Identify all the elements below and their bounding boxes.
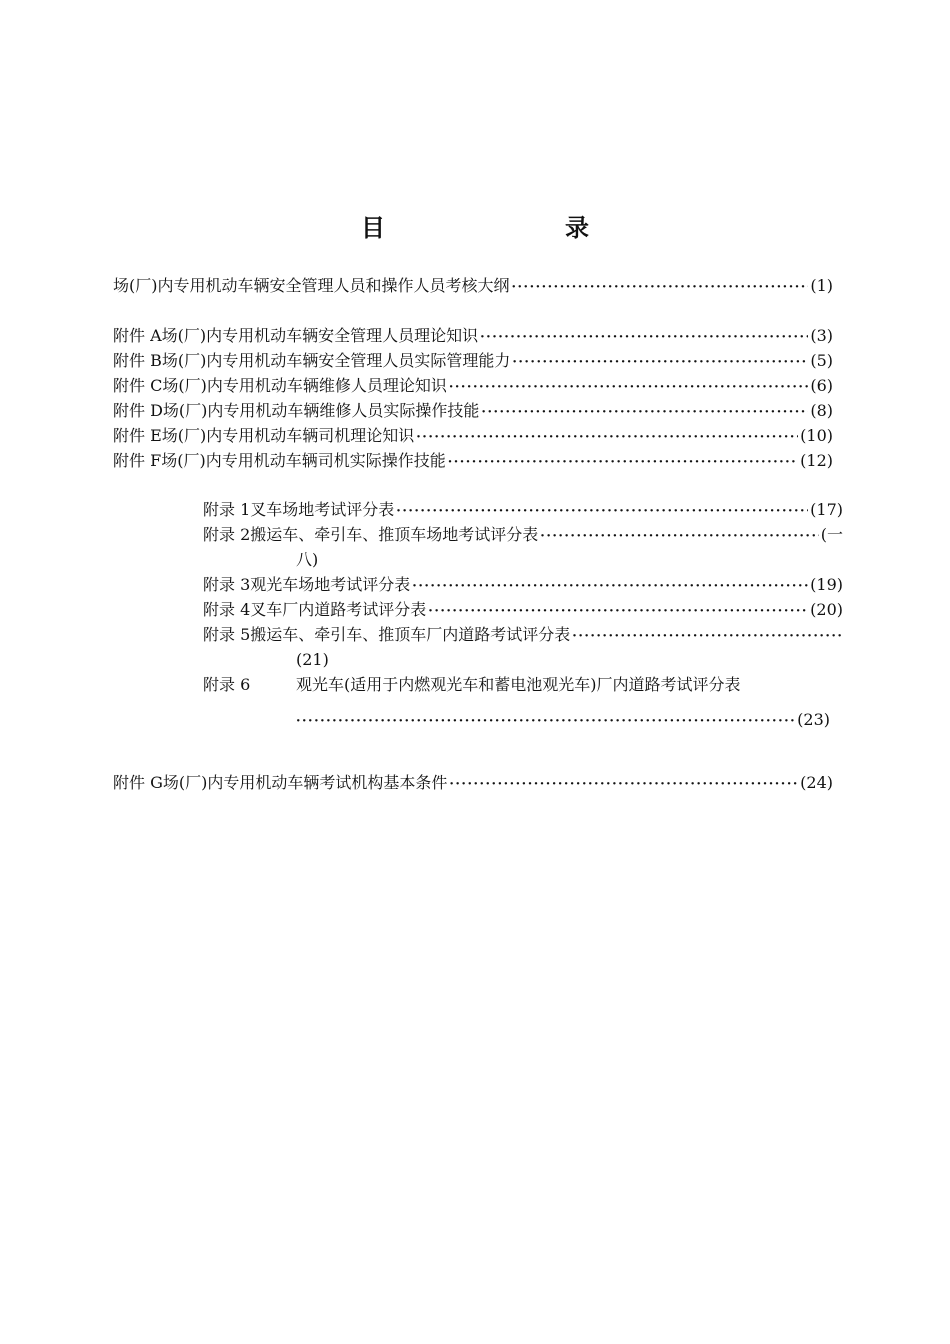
toc-entry-text: 场(厂)内专用机动车辆司机实际操作技能 xyxy=(161,451,446,470)
leader-dots xyxy=(540,525,818,549)
toc-entry-text: 搬运车、牵引车、推顶车场地考试评分表 xyxy=(250,525,539,544)
toc-entry-appendix-6[interactable] xyxy=(203,673,848,697)
toc-entry-page: (3) xyxy=(810,326,833,345)
toc-entry-attachment-g[interactable] xyxy=(113,771,833,797)
toc-entry-label: 附录 2 xyxy=(203,525,251,544)
toc-entry-page-continued: (21) xyxy=(296,650,329,669)
toc-entry-label: 附录 3 xyxy=(203,575,251,594)
leader-dots xyxy=(428,600,808,624)
toc-entry-attachment-e[interactable] xyxy=(113,424,833,450)
toc-entry-page: (6) xyxy=(810,376,833,395)
toc-entry-page: (12) xyxy=(800,451,833,470)
toc-entry-page: (23) xyxy=(797,710,830,729)
toc-entry-label: 附录 5 xyxy=(203,625,251,644)
toc-entry-label: 附件 D xyxy=(113,401,163,420)
leader-dots xyxy=(480,326,808,350)
toc-entry-label: 附件 G xyxy=(113,773,163,792)
toc-entry-appendix-4[interactable] xyxy=(203,598,843,624)
toc-entry-page: (19) xyxy=(810,575,843,594)
leader-dots xyxy=(416,426,798,450)
toc-entry-appendix-1[interactable] xyxy=(203,498,843,524)
toc-entry-page: (10) xyxy=(800,426,833,445)
leader-dots xyxy=(512,276,809,300)
toc-entry-text: 场(厂)内专用机动车辆安全管理人员实际管理能力 xyxy=(161,351,511,370)
toc-entry-page: (8) xyxy=(810,401,833,420)
toc-entry-label: 附录 4 xyxy=(203,600,251,619)
toc-entry-text: 叉车厂内道路考试评分表 xyxy=(250,600,427,619)
leader-dots xyxy=(572,625,843,649)
leader-dots xyxy=(448,451,798,475)
leader-dots xyxy=(396,500,808,524)
toc-entry-text: 场(厂)内专用机动车辆维修人员理论知识 xyxy=(162,376,447,395)
toc-entry-label: 附件 C xyxy=(113,376,163,395)
toc-entry-page: (20) xyxy=(810,600,843,619)
toc-entry-text: 观光车场地考试评分表 xyxy=(250,575,411,594)
toc-entry-text: 观光车(适用于内燃观光车和蓄电池观光车)厂内道路考试评分表 xyxy=(296,675,741,694)
toc-entry-text: 场(厂)内专用机动车辆安全管理人员理论知识 xyxy=(161,326,479,345)
leader-dots xyxy=(512,351,808,375)
leader-dots xyxy=(412,575,808,599)
toc-entry-text: 场(厂)内专用机动车辆司机理论知识 xyxy=(161,426,415,445)
toc-entry-page-continued: 八) xyxy=(296,550,319,569)
toc-entry-label: 附录 1 xyxy=(203,500,251,519)
toc-entry-text: 叉车场地考试评分表 xyxy=(250,500,395,519)
toc-entry-text: 搬运车、牵引车、推顶车厂内道路考试评分表 xyxy=(250,625,571,644)
toc-entry-appendix-6-leader[interactable] xyxy=(296,708,830,734)
toc-entry-text: 场(厂)内专用机动车辆安全管理人员和操作人员考核大纲 xyxy=(113,276,510,295)
toc-entry-page: (17) xyxy=(810,500,843,519)
page-title: 目 录 xyxy=(361,214,633,242)
leader-dots xyxy=(481,401,808,425)
toc-entry-appendix-2[interactable] xyxy=(203,523,843,549)
toc-entry-label: 附件 A xyxy=(113,326,162,345)
toc-entry-main[interactable] xyxy=(113,274,833,300)
toc-entry-page: (1) xyxy=(810,276,833,295)
toc-entry-label: 附录 6 xyxy=(203,675,251,694)
toc-entry-attachment-c[interactable] xyxy=(113,374,833,400)
toc-entry-label: 附件 B xyxy=(113,351,162,370)
toc-entry-appendix-5[interactable] xyxy=(203,623,845,649)
toc-entry-text: 场(厂)内专用机动车辆维修人员实际操作技能 xyxy=(162,401,480,420)
leader-dots xyxy=(296,710,795,734)
toc-entry-page: (一 xyxy=(820,525,843,544)
toc-entry-attachment-a[interactable] xyxy=(113,324,833,350)
leader-dots xyxy=(449,773,798,797)
leader-dots xyxy=(449,376,808,400)
toc-entry-page: (5) xyxy=(810,351,833,370)
toc-entry-attachment-b[interactable] xyxy=(113,349,833,375)
toc-entry-appendix-3[interactable] xyxy=(203,573,843,599)
toc-entry-label: 附件 E xyxy=(113,426,162,445)
toc-entry-attachment-d[interactable] xyxy=(113,399,833,425)
toc-entry-text: 场(厂)内专用机动车辆考试机构基本条件 xyxy=(162,773,448,792)
toc-entry-attachment-f[interactable] xyxy=(113,449,833,475)
toc-entry-label: 附件 F xyxy=(113,451,162,470)
toc-entry-page: (24) xyxy=(800,773,833,792)
